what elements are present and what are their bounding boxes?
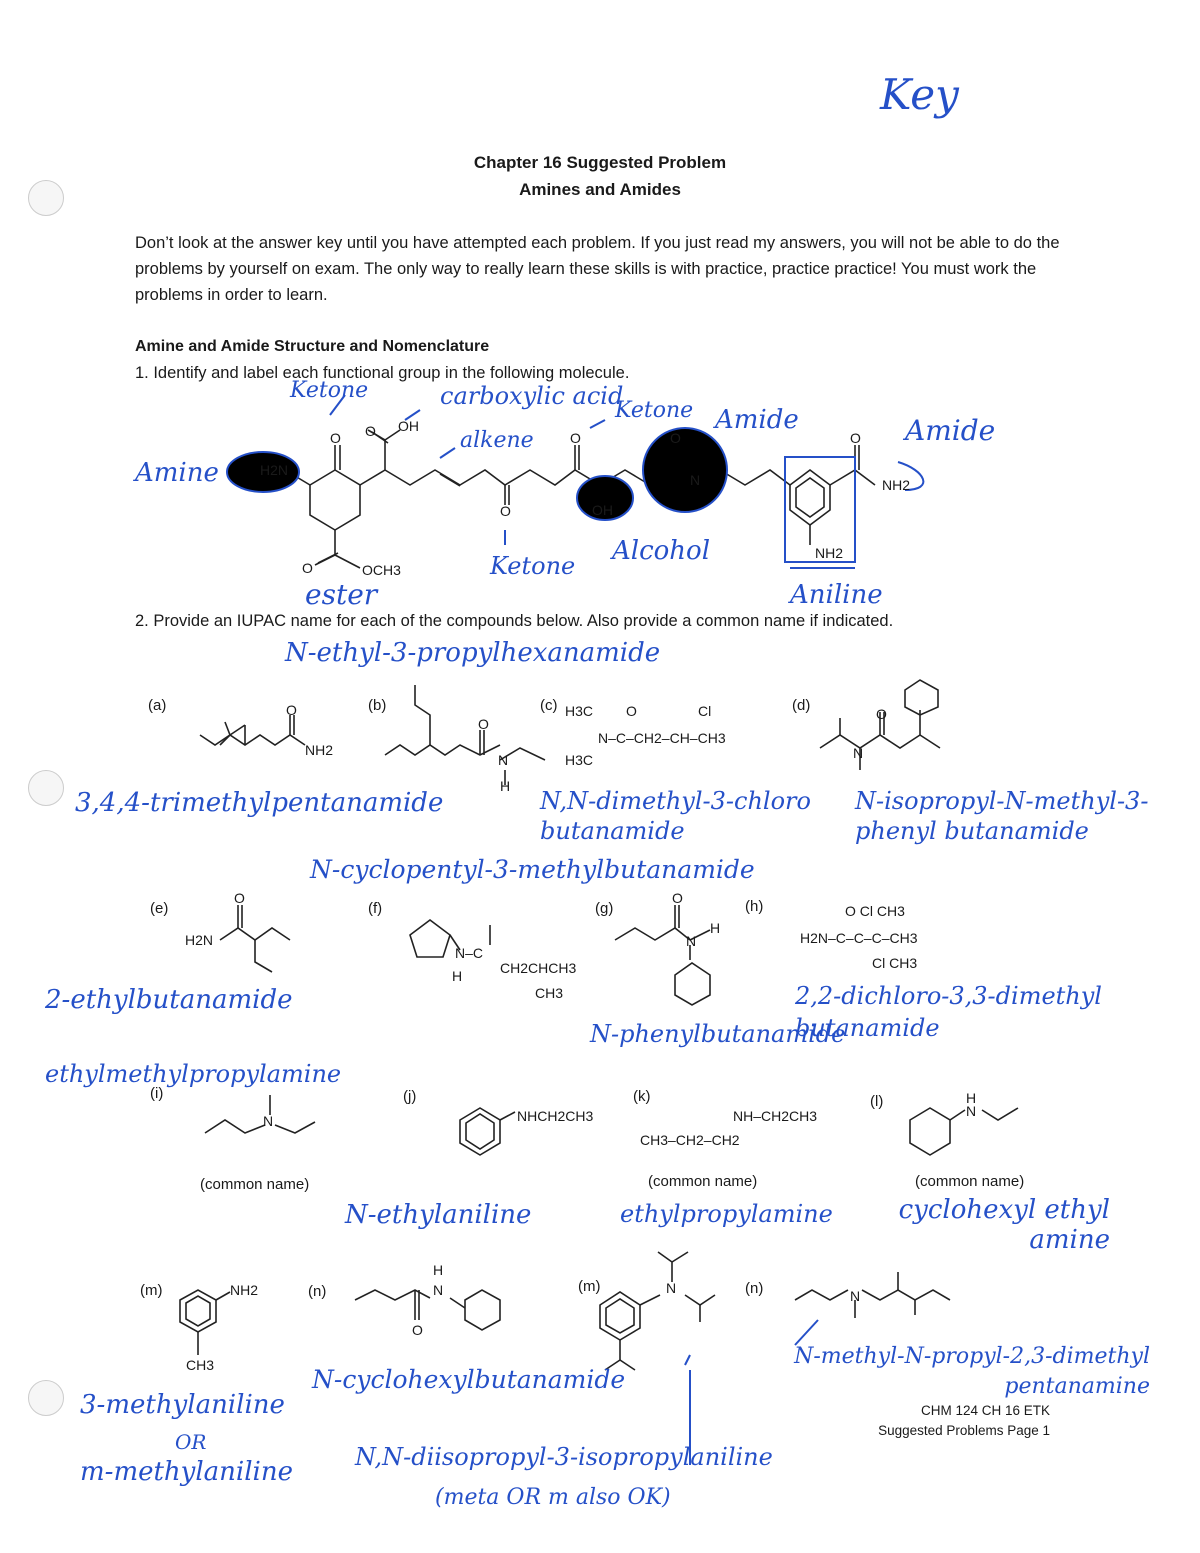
d-n: N bbox=[853, 745, 864, 761]
answer-m2: N,N-diisopropyl-3-isopropylaniline bbox=[355, 1443, 773, 1471]
answer-k: ethylpropylamine bbox=[620, 1200, 833, 1228]
common-name-l: (common name) bbox=[915, 1173, 1025, 1190]
h-chain: H2N–C–C–C–CH3 bbox=[800, 930, 918, 946]
e-o: O bbox=[234, 890, 245, 906]
annotation-ketone-bottom: Ketone bbox=[490, 552, 576, 580]
k-top: NH–CH2CH3 bbox=[733, 1108, 818, 1124]
label-f: (f) bbox=[368, 900, 383, 917]
question-1: 1. Identify and label each functional group in the following molecule. bbox=[135, 364, 630, 382]
common-name-k: (common name) bbox=[648, 1173, 758, 1190]
j-sub: NHCH2CH3 bbox=[517, 1108, 594, 1124]
atom-nh2-ring: NH2 bbox=[815, 545, 844, 561]
answer-b: N-ethyl-3-propylhexanamide bbox=[285, 638, 661, 668]
n1-o: O bbox=[412, 1322, 423, 1338]
annotation-amide-right: Amide bbox=[905, 414, 996, 447]
label-c: (c) bbox=[540, 697, 558, 714]
h-top: O Cl CH3 bbox=[845, 903, 905, 919]
answer-i: ethylmethylpropylamine bbox=[45, 1060, 342, 1088]
answer-m1-alt: m-methylaniline bbox=[80, 1457, 294, 1487]
g-h: H bbox=[710, 920, 721, 936]
atom-o: O bbox=[500, 503, 511, 519]
annotation-ester: ester bbox=[305, 578, 378, 611]
footer-course: CHM 124 CH 16 ETK bbox=[920, 1403, 1050, 1418]
annotation-aniline: Aniline bbox=[790, 580, 883, 610]
atom-oh-ring: OH bbox=[592, 502, 613, 518]
label-m2: (m) bbox=[578, 1278, 601, 1295]
a-o: O bbox=[286, 702, 297, 718]
f-chain: CH2CHCH3 bbox=[500, 960, 577, 976]
common-name-i: (common name) bbox=[200, 1176, 310, 1193]
question-2: 2. Provide an IUPAC name for each of the compounds below. Also provide a common name if indicated. bbox=[135, 612, 894, 630]
m2-n: N bbox=[666, 1280, 677, 1296]
intro-paragraph: Don’t look at the answer key until you have attempted each problem. If you just read my answers, you will not be able to do the problems by yourself on exam. The only way to really learn these skills is with practice, practice practice! You must work the problems in order to learn. bbox=[135, 234, 1060, 304]
cyclohexane-ring bbox=[310, 470, 360, 530]
atom-o: O bbox=[330, 430, 341, 446]
answer-a: 3,4,4-trimethylpentanamide bbox=[75, 788, 444, 818]
answer-m2-note: (meta OR m also OK) bbox=[435, 1485, 671, 1510]
m1-ch3: CH3 bbox=[186, 1357, 215, 1373]
label-a: (a) bbox=[148, 697, 167, 714]
label-l: (l) bbox=[870, 1093, 884, 1110]
label-b: (b) bbox=[368, 697, 387, 714]
i-n: N bbox=[263, 1113, 274, 1129]
b-n: N bbox=[498, 752, 509, 768]
answer-d: N-isopropyl-N-methyl-3-phenyl butanamide bbox=[855, 787, 1149, 845]
c-h3c-top: H3C bbox=[565, 703, 594, 719]
h-bot: Cl CH3 bbox=[872, 955, 918, 971]
answer-l: cyclohexyl ethyl amine bbox=[898, 1195, 1110, 1255]
n1-h: H bbox=[433, 1262, 444, 1278]
label-n1: (n) bbox=[308, 1283, 327, 1300]
atom-o: O bbox=[670, 430, 681, 446]
b-h: H bbox=[500, 778, 511, 794]
answer-e: 2-ethylbutanamide bbox=[45, 985, 293, 1015]
answer-m1: 3-methylaniline bbox=[80, 1390, 285, 1420]
key-label: Key bbox=[880, 70, 959, 119]
annotation-amine: Amine bbox=[135, 458, 219, 488]
label-g: (g) bbox=[595, 900, 614, 917]
answer-c: N,N-dimethyl-3-chloro butanamide bbox=[540, 787, 811, 845]
answer-n1: N-cyclohexylbutanamide bbox=[312, 1365, 626, 1394]
l-n: N bbox=[966, 1103, 977, 1119]
atom-o: O bbox=[302, 560, 313, 576]
label-i: (i) bbox=[150, 1085, 164, 1102]
atom-nh2-amide: NH2 bbox=[882, 477, 911, 493]
g-n: N bbox=[686, 933, 697, 949]
label-m1: (m) bbox=[140, 1282, 163, 1299]
l-h: H bbox=[966, 1090, 977, 1106]
annotation-alkene: alkene bbox=[460, 428, 534, 453]
f-n: N–C bbox=[455, 945, 484, 961]
label-n2: (n) bbox=[745, 1280, 764, 1297]
answer-j: N-ethylaniline bbox=[345, 1200, 532, 1230]
annotation-ketone-top: Ketone bbox=[290, 378, 369, 403]
answer-n2: N-methyl-N-propyl-2,3-dimethyl pentanamine bbox=[794, 1344, 1150, 1399]
annotation-amide-mid: Amide bbox=[715, 405, 799, 435]
atom-o: O bbox=[850, 430, 861, 446]
answer-f: N-cyclopentyl-3-methylbutanamide bbox=[310, 855, 755, 884]
n1-n: N bbox=[433, 1282, 444, 1298]
c-h3c-bot: H3C bbox=[565, 752, 594, 768]
label-e: (e) bbox=[150, 900, 169, 917]
label-d: (d) bbox=[792, 697, 811, 714]
annotation-alcohol: Alcohol bbox=[612, 536, 711, 566]
answer-m1-or: OR bbox=[175, 1430, 207, 1454]
atom-o: O bbox=[365, 423, 376, 439]
b-o: O bbox=[478, 716, 489, 732]
answer-h: 2,2-dichloro-3,3-dimethyl butanamide bbox=[795, 982, 1102, 1042]
a-nh2: NH2 bbox=[305, 742, 334, 758]
atom-och3: OCH3 bbox=[362, 562, 401, 578]
annotation-carboxylic-acid: carboxylic acid bbox=[440, 382, 624, 410]
page-subtitle: Amines and Amides bbox=[519, 180, 681, 199]
n2-n: N bbox=[850, 1288, 861, 1304]
page-title: Chapter 16 Suggested Problem bbox=[473, 153, 727, 172]
k-bot: CH3–CH2–CH2 bbox=[640, 1132, 740, 1148]
atom-h2n: H2N bbox=[260, 462, 289, 478]
footer-page: Suggested Problems Page 1 bbox=[878, 1423, 1050, 1438]
section-heading: Amine and Amide Structure and Nomenclature bbox=[135, 338, 490, 355]
label-k: (k) bbox=[633, 1088, 651, 1105]
f-h: H bbox=[452, 968, 463, 984]
c-cl: Cl bbox=[698, 703, 712, 719]
annotation-ketone-right: Ketone bbox=[615, 398, 694, 423]
atom-n: N bbox=[690, 472, 701, 488]
atom-oh-top: OH bbox=[398, 418, 419, 434]
d-o: O bbox=[876, 706, 887, 722]
label-j: (j) bbox=[403, 1088, 417, 1105]
answer-g: N-phenylbutanamide bbox=[590, 1020, 846, 1048]
c-chain: N–C–CH2–CH–CH3 bbox=[598, 730, 726, 746]
label-h: (h) bbox=[745, 898, 764, 915]
g-o: O bbox=[672, 890, 683, 906]
f-ch3: CH3 bbox=[535, 985, 564, 1001]
e-h2n: H2N bbox=[185, 932, 214, 948]
c-o: O bbox=[626, 703, 637, 719]
m1-nh2: NH2 bbox=[230, 1282, 259, 1298]
atom-o: O bbox=[570, 430, 581, 446]
